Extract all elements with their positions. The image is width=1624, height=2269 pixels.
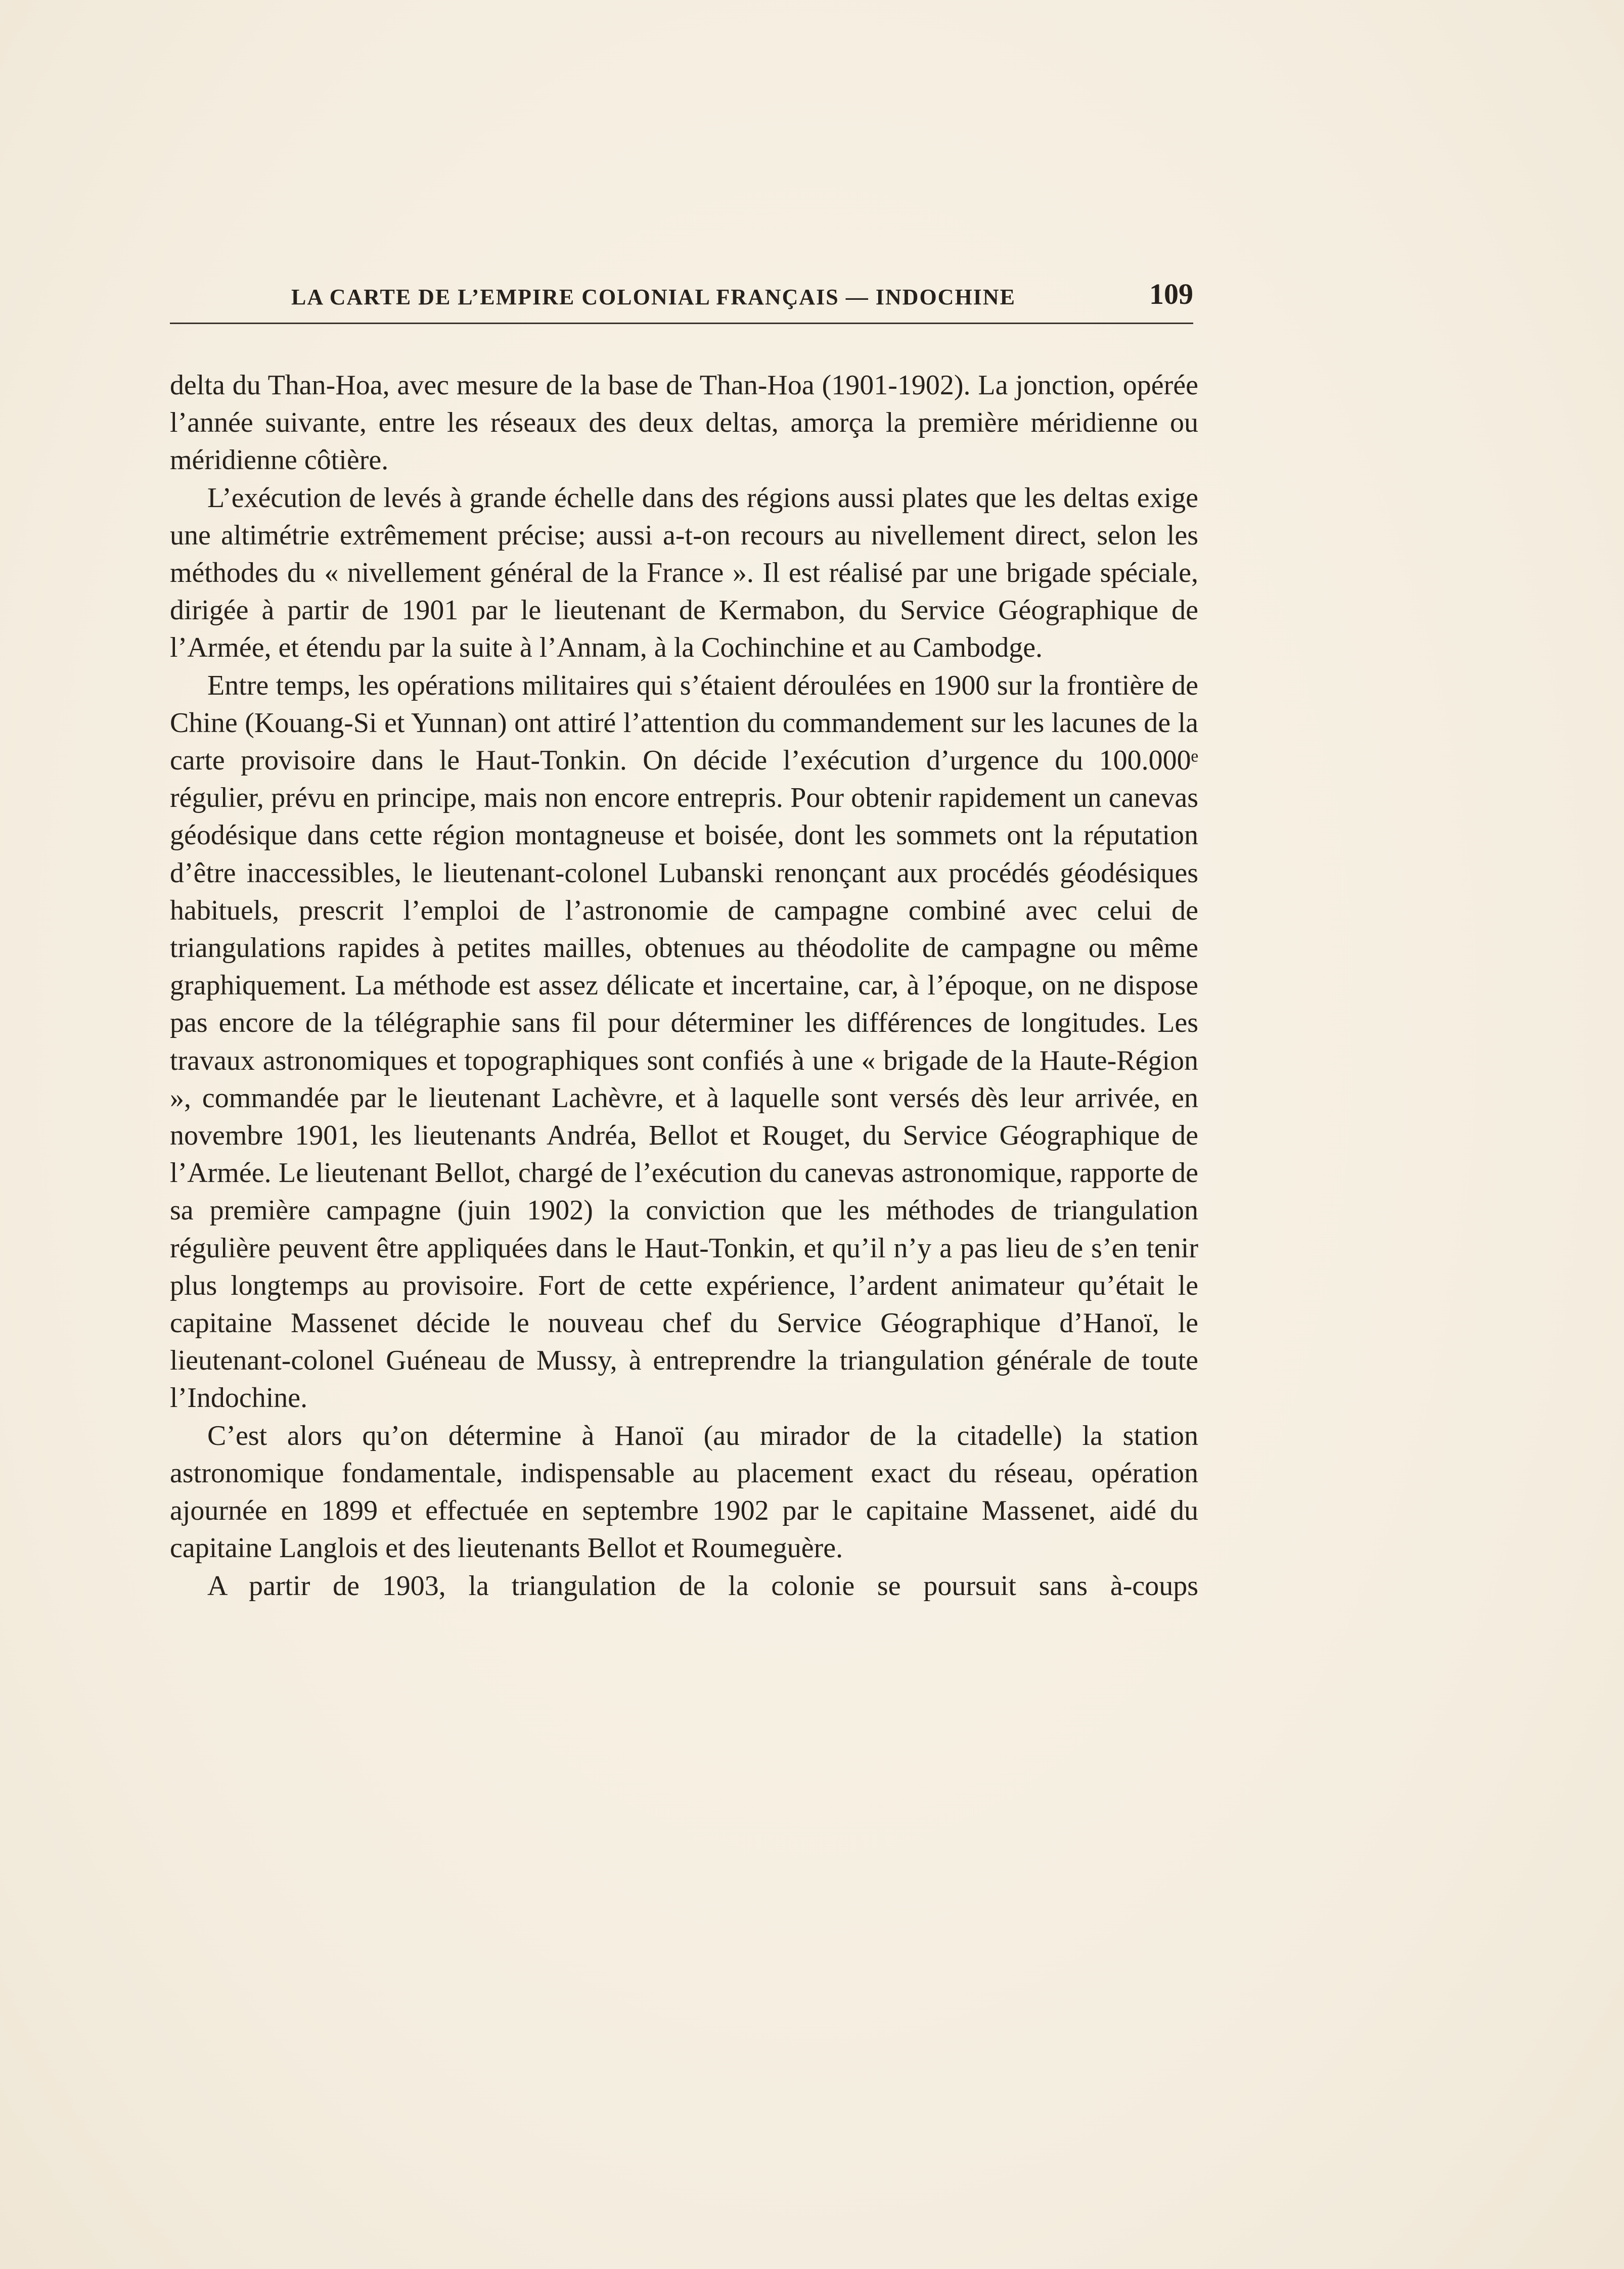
paragraph-military-operations: Entre temps, les opérations militaires qui s’étaient déroulées en 1900 sur la frontière de Chine (Kouang-Si et Yunnan) ont attiré l’attention du commandement sur les lacunes de la carte provisoire dans le Haut-Tonkin. On décide l’exécution d’urgence du 100.000ᵉ régulier, prévu en principe, mais non encore entrepris. Pour obtenir rapidement un canevas géodésique dans cette région montagneuse et boisée, dont les sommets ont la réputation d’être inaccessibles, le lieutenant-colonel Lubanski renonçant aux procédés géodésiques habituels, prescrit l’emploi de l’astronomie de campagne combiné avec celui de triangulations rapides à petites mailles, obtenues au théodolite de campagne ou même graphiquement. La méthode est assez délicate et incertaine, car, à l’époque, on ne dispose pas encore de la télégraphie sans fil pour déterminer les différences de longitudes. Les travaux astronomiques et topographiques sont confiés à une « brigade de la Haute-Région », commandée par le lieutenant Lachèvre, et à laquelle sont versés dès leur arrivée, en novembre 1901, les lieutenants Andréa, Bellot et Rouget, du Service Géographique de l’Armée. Le lieutenant Bellot, chargé de l’exécution du canevas astronomique, rapporte de sa première campagne (juin 1902) la conviction que les méthodes de triangulation régulière peuvent être appliquées dans le Haut-Tonkin, et qu’il n’y a pas lieu de s’en tenir plus longtemps au provisoire. Fort de cette expérience, l’ardent animateur qu’était le capitaine Massenet décide le nouveau chef du Service Géographique d’Hanoï, le lieutenant-colonel Guéneau de Mussy, à entreprendre la triangulation générale de toute l’Indochine.: [170, 669, 1198, 1414]
page-number: 109: [1149, 278, 1193, 310]
paragraph-triangulation-1903: A partir de 1903, la triangulation de la colonie se poursuit sans à-coups: [207, 1570, 1198, 1602]
page-header: [170, 277, 1193, 324]
running-title: LA CARTE DE L’EMPIRE COLONIAL FRANÇAIS — INDOCHINE: [291, 285, 1016, 309]
paragraph-levelling: L’exécution de levés à grande échelle dans des régions aussi plates que les deltas exige une altimétrie extrêmement précise; aussi a-t-on recours au nivellement direct, selon les méthodes du « nivellement général de la France ». Il est réalisé par une brigade spéciale, dirigée à partir de 1901 par le lieutenant de Kermabon, du Service Géographique de l’Armée, et étendu par la suite à l’Annam, à la Cochinchine et au Cambodge.: [170, 482, 1198, 664]
paragraph-hanoi-station: C’est alors qu’on détermine à Hanoï (au mirador de la citadelle) la station astronomique fondamentale, indispensable au placement exact du réseau, opération ajournée en 1899 et effectuée en septembre 1902 par le capitaine Massenet, aidé du capitaine Langlois et des lieutenants Bellot et Roumeguère.: [170, 1420, 1198, 1564]
body-text: [170, 367, 1198, 1605]
paragraph-continuation: delta du Than-Hoa, avec mesure de la base de Than-Hoa (1901-1902). La jonction, opérée l’année suivante, entre les réseaux des deux deltas, amorça la première méridienne ou méridienne côtière.: [170, 370, 1198, 476]
